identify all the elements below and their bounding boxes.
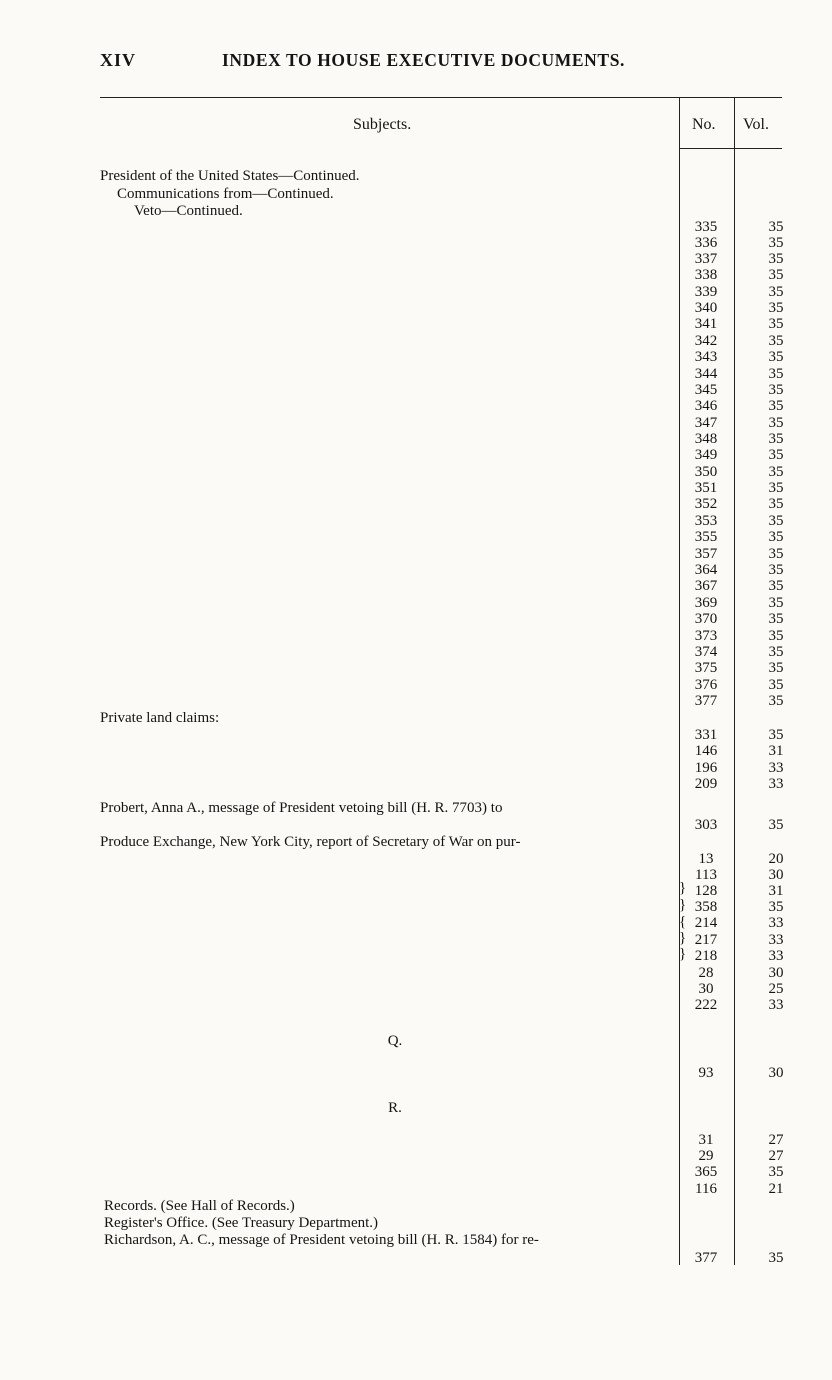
column-divider-no: [679, 97, 680, 1265]
brace-mark: }: [679, 897, 687, 913]
column-header-vol: Vol.: [743, 116, 769, 133]
document-page: XIV INDEX TO HOUSE EXECUTIVE DOCUMENTS. Subjects. No. Vol. President of the United States—Continued. Communications from—Continued. Veto—Continued. 335 35 336 35 337 35 338 35 339 35 340 35 341 35 342 35 343 35 344 35 345 35 346 35 347 35 348 35 349 35 350 35 351 35 352 35 353 35 355 35 357 35 364 35 367 35 369 35 370 35 373 35 374 35 375 35 376 35 377 35 Private land claims: 331 35 146 31 196 33 209 33 Probert, Anna A., message of President vetoing bill (H. R. 7703) to 303 35 Produce Exchange, New York City, report of Secretary of War on pur- 13 20 113 30 128 31 358 35 214 33 217 33 218 33 } } { } } 28 30 30 25 222 33 Q. 93 30 R. 31 27 29 27 365 35 116 21 Records. (See Hall of Records.) Register's Office. (See Treasury Department.) Richardson, A. C., message of President vetoing bill (H. R. 1584) for re- 377 35: [100, 50, 784, 1266]
column-header-no: No.: [692, 116, 716, 133]
brace-mark: {: [679, 914, 687, 930]
brace-mark: }: [679, 880, 687, 896]
brace-mark: }: [679, 946, 687, 962]
column-header-subjects: Subjects.: [353, 116, 412, 133]
brace-mark: }: [679, 930, 687, 946]
page-number: XIV: [100, 50, 137, 70]
page-title: INDEX TO HOUSE EXECUTIVE DOCUMENTS.: [222, 50, 626, 70]
column-header-rule: [680, 148, 782, 149]
column-divider-vol: [734, 97, 735, 1265]
